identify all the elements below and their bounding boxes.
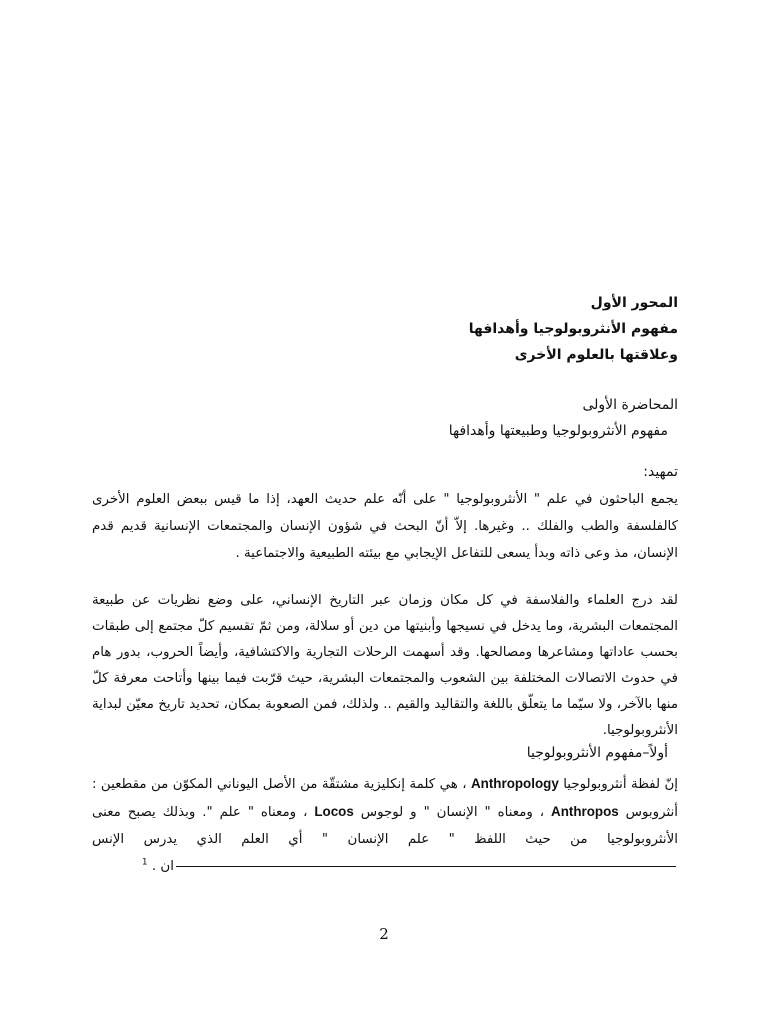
footnote-marker: 1 xyxy=(141,857,148,868)
text-run: الإنس xyxy=(92,832,125,847)
dash-line xyxy=(176,866,676,867)
text-run: إنّ لفظة أنثروبولوجيا xyxy=(563,777,679,792)
text-run: ، ومعناه " الإنسان " و لوجوس xyxy=(360,805,545,820)
text-run: ، ومعناه " علم ". وبذلك يصبح معنى الأنثروبولوجيا من حيث اللفظ " علم الإنسان " أي العلم الذي يدرس xyxy=(92,805,678,847)
chapter-subtitle: مفهوم الأنثروبولوجيا وأهدافها xyxy=(468,321,678,337)
section-title: أولاً–مفهوم الأنثروبولوجيا xyxy=(526,745,668,761)
page-number: 2 xyxy=(379,925,389,943)
text-run: ، هي كلمة إنكليزية مشتقّة من الأصل اليوناني المكوّن من مقطعين : أنثروبوس xyxy=(92,777,679,820)
intro-label: تمهيد: xyxy=(643,464,678,480)
latin-term: Anthropology xyxy=(471,776,559,791)
latin-term: Locos xyxy=(314,804,354,819)
paragraph: لقد درج العلماء والفلاسفة في كل مكان وزمان عبر التاريخ الإنساني، على وضع نظريات عن طبيعة المجتمعات البشرية، وما يدخل في نسيجها وأبنيتها من دين أو سلالة، ومن ثمّ تقسيم كلّ مجتمع إلى طبقات بحسب عاداتها ومشاعرها ومصالحها. وقد أسهمت الرحلات التجارية والاكتشافية، وأيضاً الحروب، بدور هام في حدوث الاتصالات المختلفة بين الشعوب والمجتمعات البشرية، حيث قرّبت فيما بينها وأتاحت معرفة كلّ منها بالآخر، ولا سيّما ما يتعلّق باللغة والتقاليد والقيم .. ولذلك، فمن الصعوبة بمكان، تحديد تاريخ معيّن لبداية الأنثروبولوجيا. xyxy=(92,593,678,738)
paragraph-definition xyxy=(92,770,678,880)
lecture-subtitle: مفهوم الأنثروبولوجيا وطبيعتها وأهدافها xyxy=(448,423,668,439)
chapter-heading xyxy=(278,290,678,368)
chapter-title: المحور الأول xyxy=(590,295,678,311)
text-run: ان . xyxy=(151,859,174,874)
latin-term: Anthropos xyxy=(551,804,619,819)
lecture-title: المحاضرة الأولى xyxy=(582,397,678,413)
paragraph: يجمع الباحثون في علم " الأنثروبولوجيا " على أنّه علم حديث العهد، إذا ما قيس ببعض العلوم الأخرى كالفلسفة والطب والفلك .. وغيرها. إلاّ أنّ البحث في شؤون الإنسان والمجتمعات الإنسانية قديم قدم الإنسان، مذ وعى ذاته وبدأ يسعى للتفاعل الإيجابي مع بيئته الطبيعية والاجتماعية . xyxy=(92,492,678,561)
chapter-subtitle-2: وعلاقتها بالعلوم الأخرى xyxy=(514,347,678,363)
